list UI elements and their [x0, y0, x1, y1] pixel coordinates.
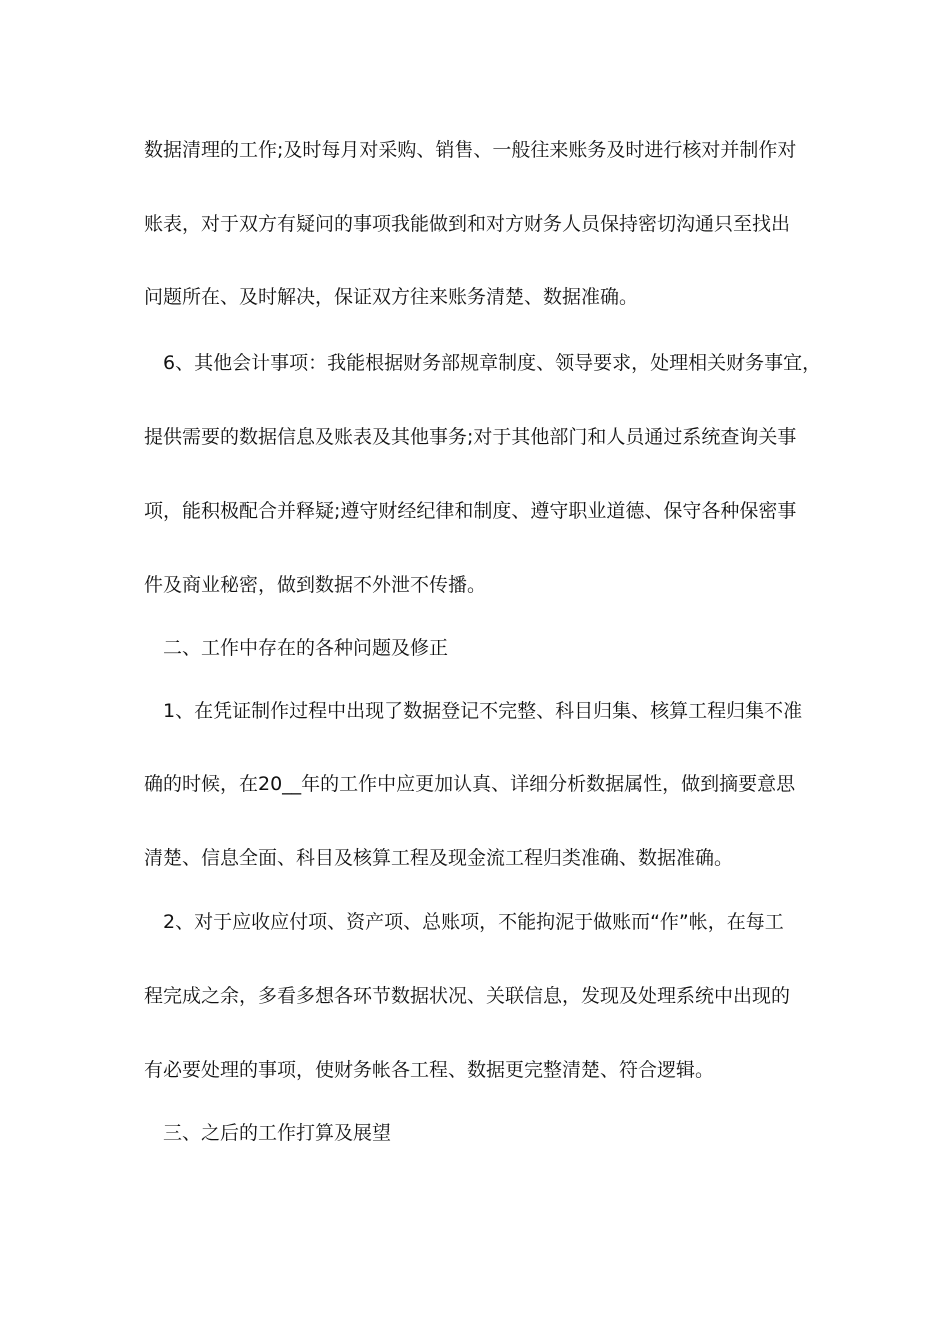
paragraph-line: 数据清理的工作;及时每月对采购、销售、一般往来账务及时进行核对并制作对: [144, 139, 797, 161]
paragraph-line: 清楚、信息全面、科目及核算工程及现金流工程归类准确、数据准确。: [144, 847, 734, 869]
paragraph-line: 程完成之余，多看多想各环节数据状况、关联信息，发现及处理系统中出现的: [144, 985, 791, 1007]
paragraph-line: 6、其他会计事项：我能根据财务部规章制度、领导要求，处理相关财务事宜，: [163, 352, 822, 374]
paragraph-line: 1、在凭证制作过程中出现了数据登记不完整、科目归集、核算工程归集不准: [163, 700, 803, 722]
section-heading: 二、工作中存在的各种问题及修正: [163, 637, 449, 659]
paragraph-line: 有必要处理的事项，使财务帐各工程、数据更完整清楚、符合逻辑。: [144, 1059, 715, 1081]
paragraph-line: 件及商业秘密，做到数据不外泄不传播。: [144, 574, 487, 596]
paragraph-line: 确的时候，在20__年的工作中应更加认真、详细分析数据属性，做到摘要意思: [144, 773, 796, 795]
paragraph-line: 问题所在、及时解决，保证双方往来账务清楚、数据准确。: [144, 286, 639, 308]
paragraph-line: 账表，对于双方有疑问的事项我能做到和对方财务人员保持密切沟通只至找出: [144, 213, 791, 235]
paragraph-line: 项，能积极配合并释疑;遵守财经纪律和制度、遵守职业道德、保守各种保密事: [144, 500, 797, 522]
section-heading: 三、之后的工作打算及展望: [163, 1122, 392, 1144]
paragraph-line: 提供需要的数据信息及账表及其他事务;对于其他部门和人员通过系统查询关事: [144, 426, 797, 448]
paragraph-line: 2、对于应收应付项、资产项、总账项，不能拘泥于做账而“作”帐，在每工: [163, 911, 784, 933]
